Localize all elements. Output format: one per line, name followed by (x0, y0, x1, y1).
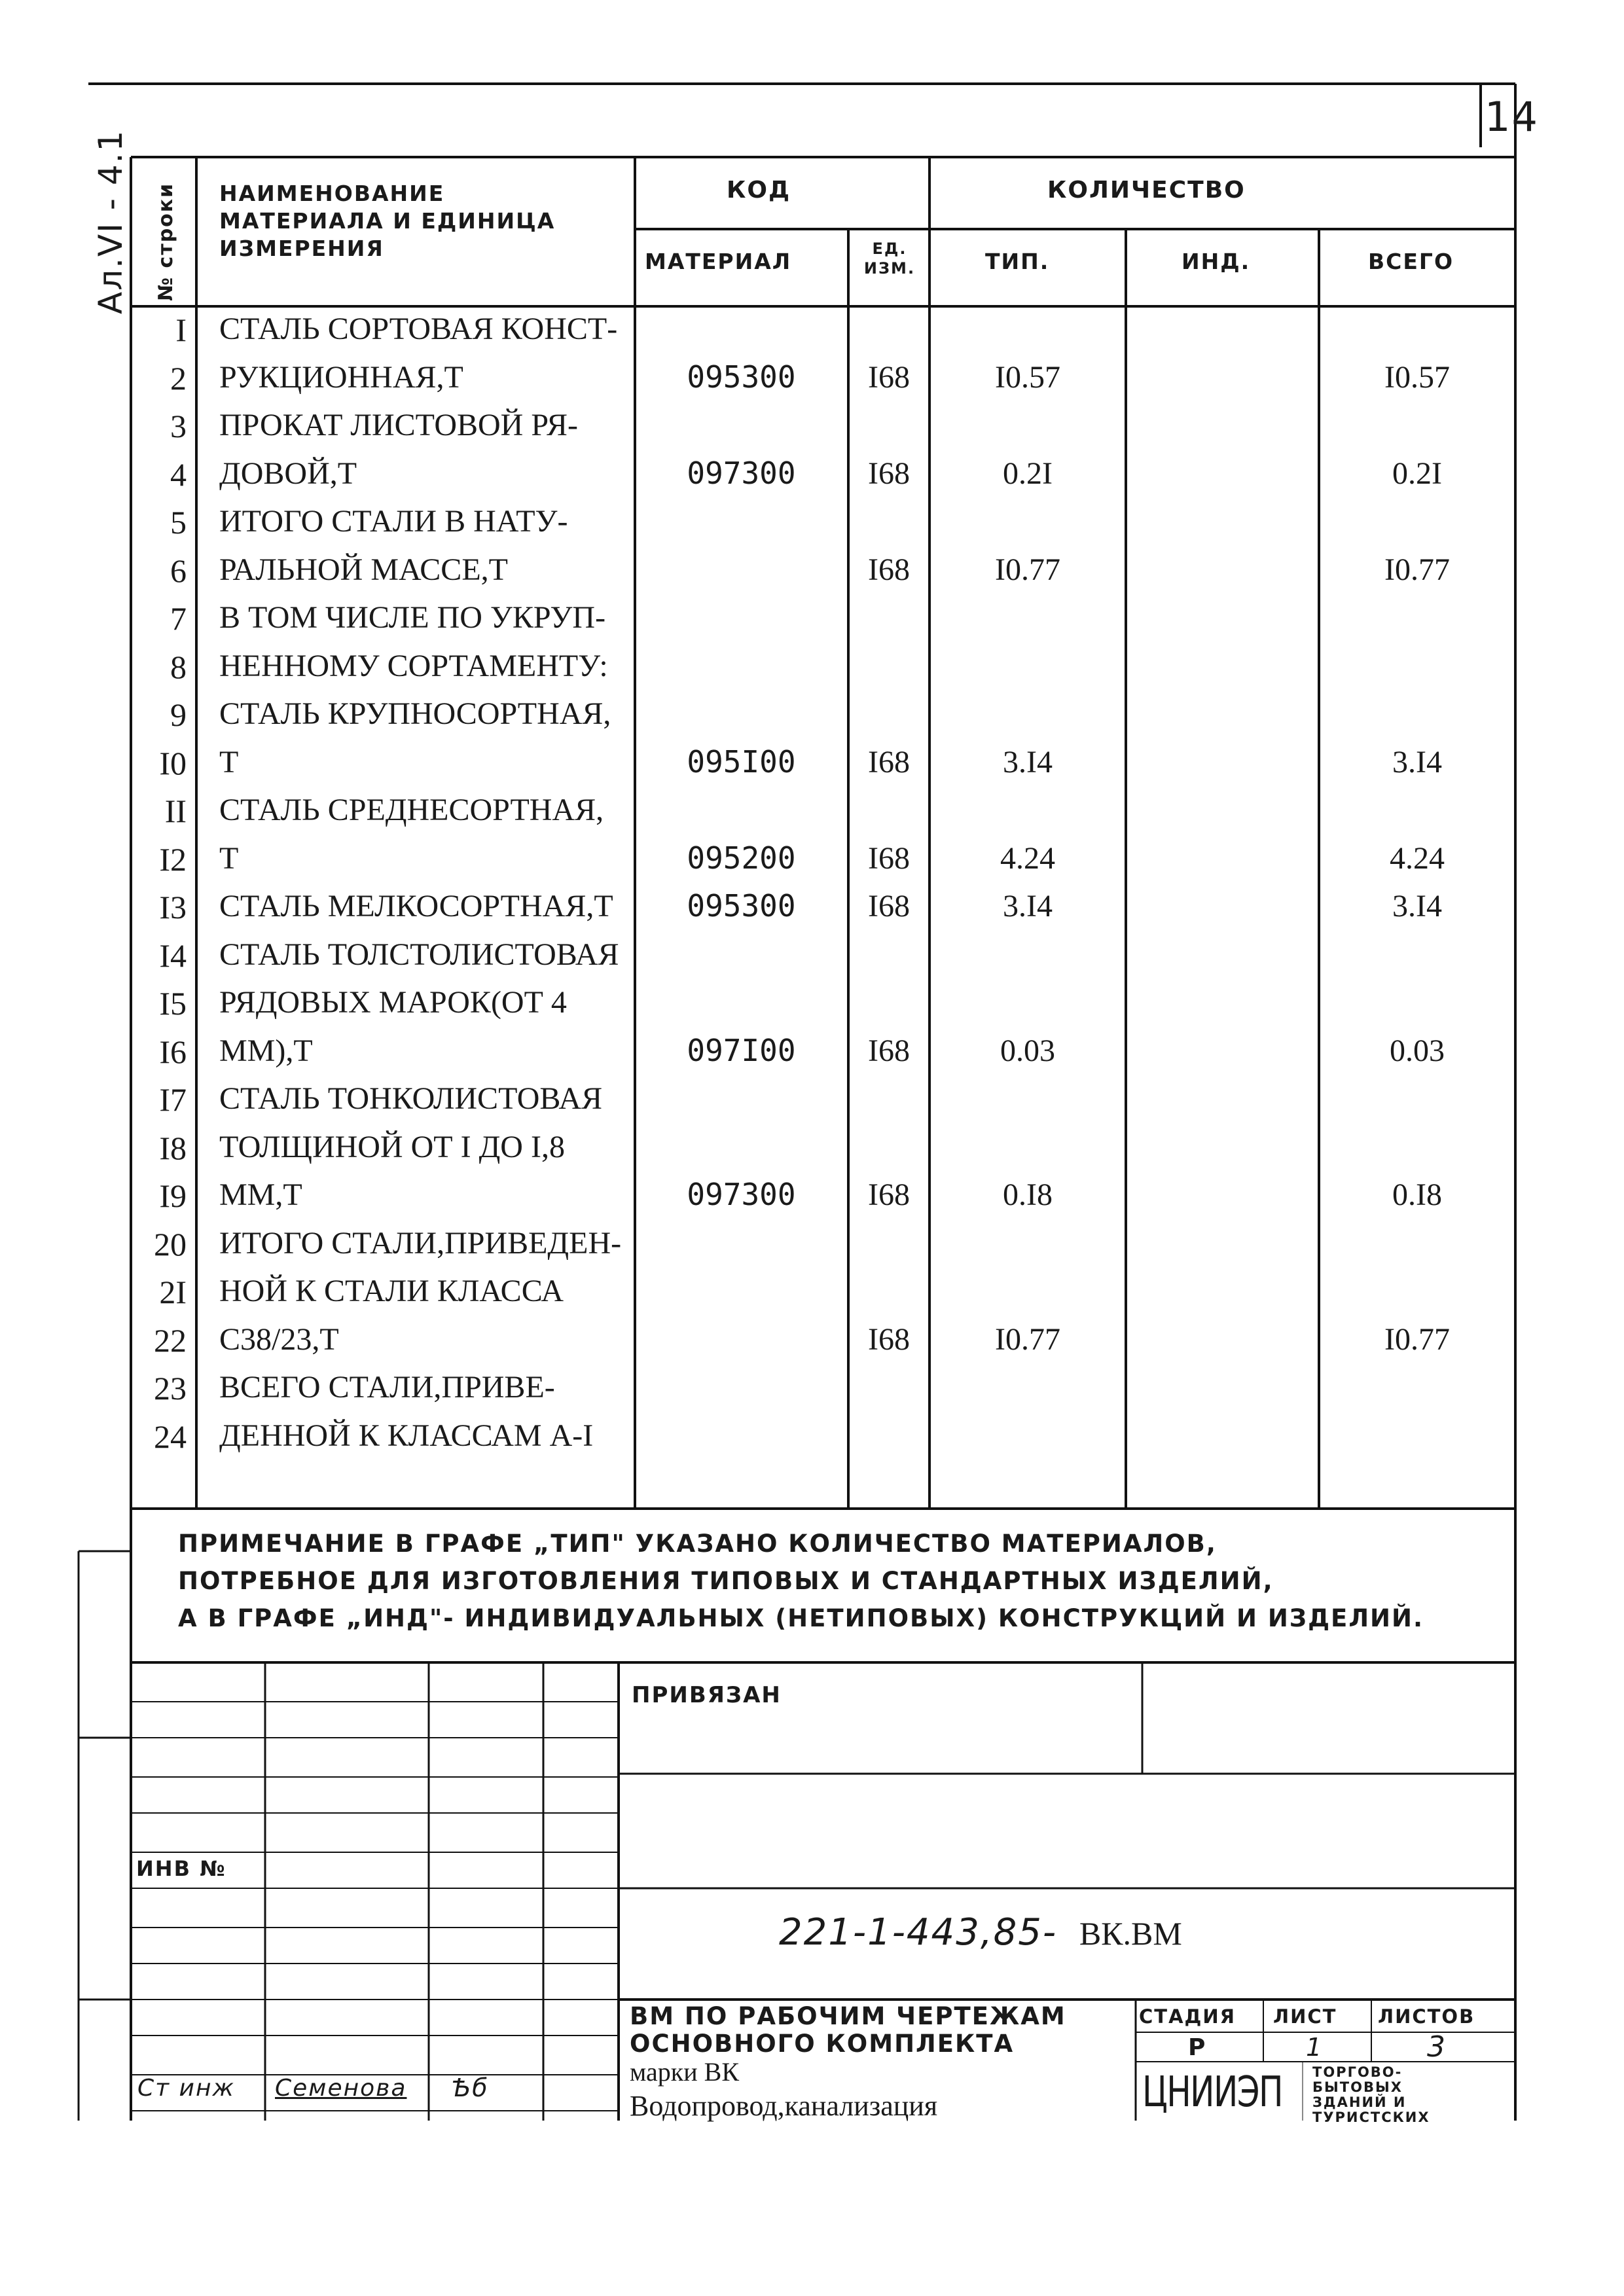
row-number: 2I (159, 1274, 187, 1310)
inv-number-label: ИНВ № (136, 1856, 226, 1881)
row-name: НОЙ К СТАЛИ КЛАССА (219, 1274, 564, 1308)
row-number: 5 (170, 504, 187, 541)
header-ind: ИНД. (1182, 249, 1251, 274)
header-quantity: КОЛИЧЕСТВО (1047, 177, 1246, 204)
header-name-line: ИЗМЕРЕНИЯ (219, 236, 384, 261)
row-typ: I0.57 (995, 359, 1060, 395)
row-code: 097300 (687, 1177, 796, 1212)
document-code-type: ВК.ВМ (1079, 1915, 1182, 1952)
row-typ: 4.24 (1000, 840, 1055, 876)
row-name: ВСЕГО СТАЛИ,ПРИВЕ- (219, 1370, 555, 1405)
row-name: СТАЛЬ ТОЛСТОЛИСТОВАЯ (219, 937, 619, 972)
row-name: В ТОМ ЧИСЛЕ ПО УКРУП- (219, 600, 606, 635)
row-number: 7 (170, 600, 187, 637)
header-unit (854, 239, 926, 278)
row-typ: 0.03 (1000, 1033, 1055, 1068)
row-total: 4.24 (1390, 840, 1445, 876)
row-typ: I0.77 (995, 1321, 1060, 1357)
row-number: 20 (154, 1225, 187, 1263)
document-code-hand: 221-1-443,85- (779, 1911, 1058, 1954)
header-name-line: МАТЕРИАЛА И ЕДИНИЦА (219, 208, 556, 234)
row-unit: I68 (868, 1321, 910, 1357)
organization-logo: ЦНИИЭП (1142, 2068, 1283, 2117)
row-code: 095I00 (687, 744, 796, 780)
row-total: 0.03 (1390, 1033, 1445, 1068)
organization-description (1312, 2065, 1430, 2125)
org-desc-line: ТУРИСТСКИХ (1312, 2109, 1430, 2125)
row-typ: 0.2I (1003, 456, 1053, 491)
row-typ: 3.I4 (1003, 889, 1053, 924)
row-number: I4 (159, 937, 187, 974)
row-total: 3.I4 (1392, 744, 1442, 780)
stamp-title (630, 2003, 1066, 2058)
stage-value: Р (1188, 2034, 1207, 2061)
row-name: СТАЛЬ ТОНКОЛИСТОВАЯ (219, 1081, 603, 1116)
document-code (779, 1911, 1182, 1954)
row-unit: I68 (868, 456, 910, 491)
header-name-line: НАИМЕНОВАНИЕ (219, 181, 445, 206)
row-number: 9 (170, 696, 187, 733)
org-desc-line: ТОРГОВО- (1312, 2064, 1403, 2080)
note-line: ПОТРЕБНОЕ ДЛЯ ИЗГОТОВЛЕНИЯ ТИПОВЫХ И СТАНДАРТНЫХ ИЗДЕЛИЙ, (178, 1567, 1274, 1595)
row-total: 0.2I (1392, 456, 1442, 491)
header-total: ВСЕГО (1368, 249, 1454, 274)
stage-label: СТАДИЯ (1139, 2005, 1236, 2028)
note-line: ПРИМЕЧАНИЕ В ГРАФЕ „ТИП" УКАЗАНО КОЛИЧЕСТВО МАТЕРИАЛОВ, (178, 1530, 1217, 1558)
row-unit: I68 (868, 1033, 910, 1068)
row-number: I5 (159, 985, 187, 1022)
row-number: 4 (170, 456, 187, 493)
privyazan-label: ПРИВЯЗАН (632, 1682, 782, 1708)
row-number: I6 (159, 1033, 187, 1070)
row-name: ИТОГО СТАЛИ В НАТУ- (219, 504, 568, 539)
row-unit: I68 (868, 889, 910, 924)
header-unit-line: ЕД. (872, 240, 907, 258)
row-name: СТАЛЬ СРЕДНЕСОРТНАЯ, (219, 793, 604, 827)
row-name: Т (219, 744, 239, 780)
row-number: I3 (159, 889, 187, 925)
row-typ: I0.77 (995, 552, 1060, 587)
row-number: 2 (170, 359, 187, 397)
row-name: РЯДОВЫХ МАРОК(ОТ 4 (219, 985, 567, 1020)
row-total: 0.I8 (1392, 1177, 1442, 1212)
row-unit: I68 (868, 744, 910, 780)
row-number: I0 (159, 744, 187, 781)
row-number: 23 (154, 1370, 187, 1407)
row-name: СТАЛЬ КРУПНОСОРТНАЯ, (219, 696, 611, 731)
row-code: 095300 (687, 359, 796, 395)
header-unit-line: ИЗМ. (863, 259, 916, 278)
row-unit: I68 (868, 1177, 910, 1212)
row-number: I (175, 312, 187, 348)
row-code: 097300 (687, 455, 796, 491)
row-number: I8 (159, 1129, 187, 1166)
row-total: I0.77 (1384, 552, 1450, 587)
stamp-title-line: ВМ ПО РАБОЧИМ ЧЕРТЕЖАМ (630, 2002, 1066, 2030)
row-number: I9 (159, 1177, 187, 1214)
row-name: ТОЛЩИНОЙ ОТ I ДО I,8 (219, 1129, 565, 1164)
row-typ: 3.I4 (1003, 744, 1053, 780)
org-desc-line: БЫТОВЫХ (1312, 2079, 1403, 2095)
sheet-label: ЛИСТ (1273, 2005, 1337, 2028)
row-total: I0.57 (1384, 359, 1450, 395)
stamp-subject: Водопровод,канализация (630, 2090, 938, 2122)
header-material: МАТЕРИАЛ (645, 249, 792, 274)
sheet-value: 1 (1306, 2033, 1324, 2062)
row-number: I2 (159, 840, 187, 878)
row-number: 6 (170, 552, 187, 589)
note-line: А В ГРАФЕ „ИНД"- ИНДИВИДУАЛЬНЫХ (НЕТИПОВЫХ) КОНСТРУКЦИЙ И ИЗДЕЛИЙ. (178, 1604, 1424, 1632)
row-code: 095300 (687, 888, 796, 924)
row-name: РУКЦИОННАЯ,Т (219, 359, 463, 395)
side-label: Ал.VI - 4.1 (92, 129, 130, 314)
header-row-number: № строки (154, 182, 177, 301)
row-name: ДЕННОЙ К КЛАССАМ А-I (219, 1418, 594, 1453)
row-unit: I68 (868, 552, 910, 587)
row-name: С38/23,Т (219, 1321, 339, 1357)
org-desc-line: ЗДАНИЙ И (1312, 2094, 1407, 2110)
row-typ: 0.I8 (1003, 1177, 1053, 1212)
row-unit: I68 (868, 359, 910, 395)
row-total: I0.77 (1384, 1321, 1450, 1357)
stamp-person: Семенова (275, 2075, 407, 2102)
row-number: 8 (170, 648, 187, 685)
row-name: ДОВОЙ,Т (219, 456, 357, 491)
row-unit: I68 (868, 840, 910, 876)
stamp-signature: Ѣб (452, 2073, 489, 2102)
row-number: 3 (170, 408, 187, 444)
page-number: 14 (1485, 93, 1539, 141)
stamp-role: Ст инж (137, 2075, 235, 2102)
row-number: II (164, 793, 187, 829)
header-typ: ТИП. (985, 249, 1050, 274)
row-name: ПРОКАТ ЛИСТОВОЙ РЯ- (219, 408, 578, 442)
row-name: НЕННОМУ СОРТАМЕНТУ: (219, 648, 608, 683)
row-name: СТАЛЬ МЕЛКОСОРТНАЯ,Т (219, 889, 613, 924)
stamp-title-line: ОСНОВНОГО КОМПЛЕКТА (630, 2030, 1015, 2058)
stamp-mark: марки ВК (630, 2057, 739, 2087)
row-code: 095200 (687, 840, 796, 876)
row-number: I7 (159, 1081, 187, 1118)
header-material-name (219, 180, 555, 262)
row-number: 24 (154, 1418, 187, 1455)
row-total: 3.I4 (1392, 889, 1442, 924)
row-name: ММ,Т (219, 1177, 302, 1212)
row-name: СТАЛЬ СОРТОВАЯ КОНСТ- (219, 312, 618, 346)
row-name: Т (219, 840, 239, 876)
header-code: КОД (727, 177, 791, 204)
row-code: 097I00 (687, 1032, 796, 1068)
row-name: ИТОГО СТАЛИ,ПРИВЕДЕН- (219, 1225, 622, 1261)
note (178, 1525, 1424, 1637)
row-name: ММ),Т (219, 1033, 313, 1068)
sheets-value: 3 (1427, 2030, 1447, 2064)
row-number: 22 (154, 1321, 187, 1359)
sheets-label: ЛИСТОВ (1378, 2005, 1475, 2028)
row-name: РАЛЬНОЙ МАССЕ,Т (219, 552, 508, 587)
